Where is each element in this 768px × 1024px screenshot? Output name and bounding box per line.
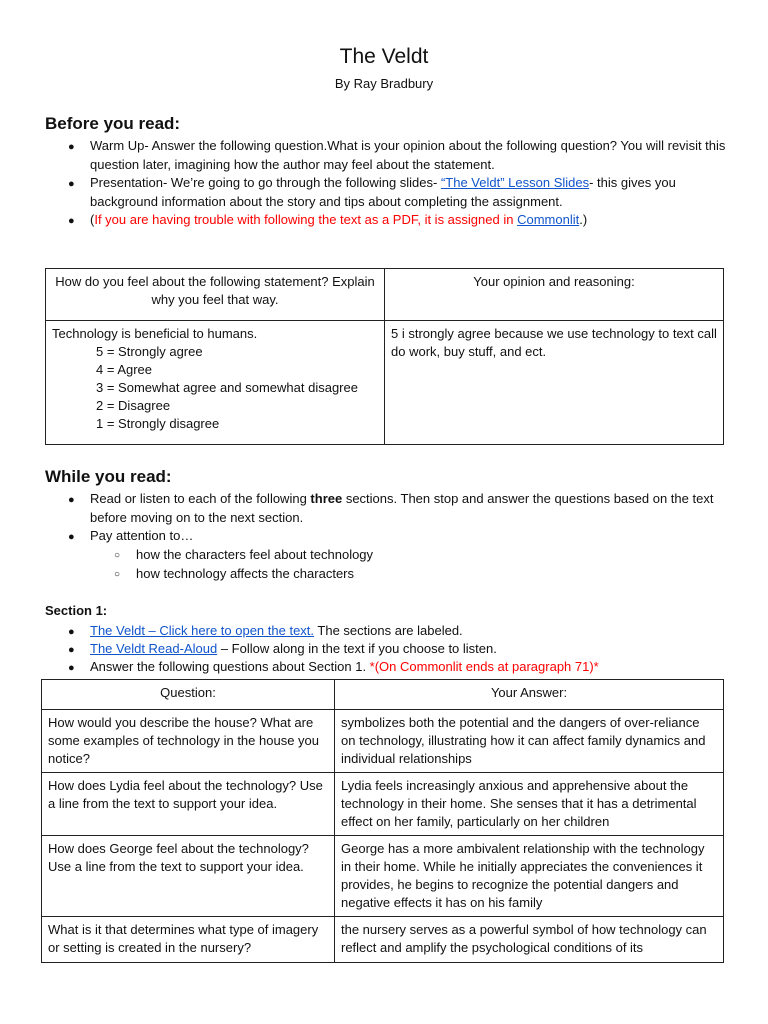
- read-text: Read or listen to each of the following three sections. Then stop and answer the questions based on the text before moving on to the next section.: [90, 491, 714, 525]
- answer-cell[interactable]: Lydia feels increasingly anxious and apprehensive about the technology in their home. She senses that it has a detrimental effect on her family, particularly on her children: [335, 773, 724, 836]
- bullet-icon: ●: [68, 531, 75, 543]
- circle-bullet-icon: ○: [114, 569, 121, 580]
- veldt-text-link[interactable]: The Veldt – Click here to open the text.: [90, 623, 315, 638]
- question-cell: How would you describe the house? What are some examples of technology in the house you notice?: [42, 710, 335, 773]
- bullet-icon: ●: [68, 178, 75, 190]
- pdf-note-text: (If you are having trouble with following the text as a PDF, it is assigned in Commonlit.): [90, 212, 588, 227]
- bullet-icon: ●: [68, 662, 75, 674]
- opinion-answer-cell[interactable]: 5 i strongly agree because we use technology to text call do work, buy stuff, and ect.: [385, 321, 724, 445]
- statement-text: Technology is beneficial to humans.: [52, 326, 258, 341]
- sub-item-text: how technology affects the characters: [136, 566, 354, 581]
- page-title: The Veldt: [339, 45, 429, 68]
- scale-item: 4 = Agree: [96, 362, 153, 377]
- scale-item: 3 = Somewhat agree and somewhat disagree: [96, 380, 358, 395]
- text-link-line: The Veldt – Click here to open the text. The sections are labeled.: [90, 623, 463, 638]
- scale-item: 1 = Strongly disagree: [96, 416, 220, 431]
- answer-cell[interactable]: symbolizes both the potential and the dangers of over-reliance on technology, illustrating how it can affect family dynamics and individual relationships: [335, 710, 724, 773]
- section1-table: [41, 679, 724, 963]
- col-answer: Your Answer:: [335, 680, 724, 710]
- table-row: [42, 773, 724, 836]
- before-heading: Before you read:: [45, 114, 181, 133]
- opinion-col-statement: How do you feel about the following statement? Explain why you feel that way.: [46, 269, 385, 321]
- col-question: Question:: [42, 680, 335, 710]
- scale-item: 5 = Strongly agree: [96, 344, 203, 359]
- bullet-icon: ●: [68, 626, 75, 638]
- bullet-icon: ●: [68, 141, 75, 153]
- opinion-col-answer: Your opinion and reasoning:: [385, 269, 724, 321]
- readaloud-line: The Veldt Read-Aloud – Follow along in the text if you choose to listen.: [90, 641, 497, 656]
- commonlit-link[interactable]: Commonlit: [517, 212, 580, 227]
- section1-heading: Section 1:: [45, 603, 108, 618]
- table-row: [42, 710, 724, 773]
- warmup-text: Warm Up- Answer the following question.What is your opinion about the following question? You will revisit this question later, imagining how the author may feel about the statement.: [90, 138, 726, 172]
- answer-cell[interactable]: George has a more ambivalent relationship with the technology in their home. While he initially appreciates the conveniences it provides, he begins to recognize the potential dangers and negative effects it has on his family: [335, 836, 724, 917]
- bullet-icon: ●: [68, 215, 75, 227]
- answer-cell[interactable]: the nursery serves as a powerful symbol of how technology can reflect and amplify the psychological conditions of its: [335, 917, 724, 963]
- attention-text: Pay attention to…: [90, 528, 194, 543]
- question-cell: What is it that determines what type of imagery or setting is created in the nursery?: [42, 917, 335, 963]
- presentation-text: Presentation- We’re going to go through the following slides- “The Veldt” Lesson Slides- this gives you background information about the story and tips about completing the assignment.: [90, 175, 676, 209]
- bullet-icon: ●: [68, 644, 75, 656]
- circle-bullet-icon: ○: [114, 550, 121, 561]
- readaloud-link[interactable]: The Veldt Read-Aloud: [90, 641, 218, 656]
- statement-cell: [46, 321, 385, 445]
- author-byline: By Ray Bradbury: [334, 76, 434, 91]
- table-row: [42, 917, 724, 963]
- scale-item: 2 = Disagree: [96, 398, 171, 413]
- answer-instruction: Answer the following questions about Section 1. *(On Commonlit ends at paragraph 71)*: [90, 659, 599, 674]
- question-cell: How does George feel about the technology? Use a line from the text to support your idea.: [42, 836, 335, 917]
- bullet-icon: ●: [68, 494, 75, 506]
- sub-item-text: how the characters feel about technology: [136, 547, 374, 562]
- question-cell: How does Lydia feel about the technology? Use a line from the text to support your idea.: [42, 773, 335, 836]
- table-row: [42, 836, 724, 917]
- lesson-slides-link[interactable]: “The Veldt” Lesson Slides: [440, 175, 590, 190]
- opinion-table: [45, 268, 724, 445]
- while-heading: While you read:: [45, 467, 172, 486]
